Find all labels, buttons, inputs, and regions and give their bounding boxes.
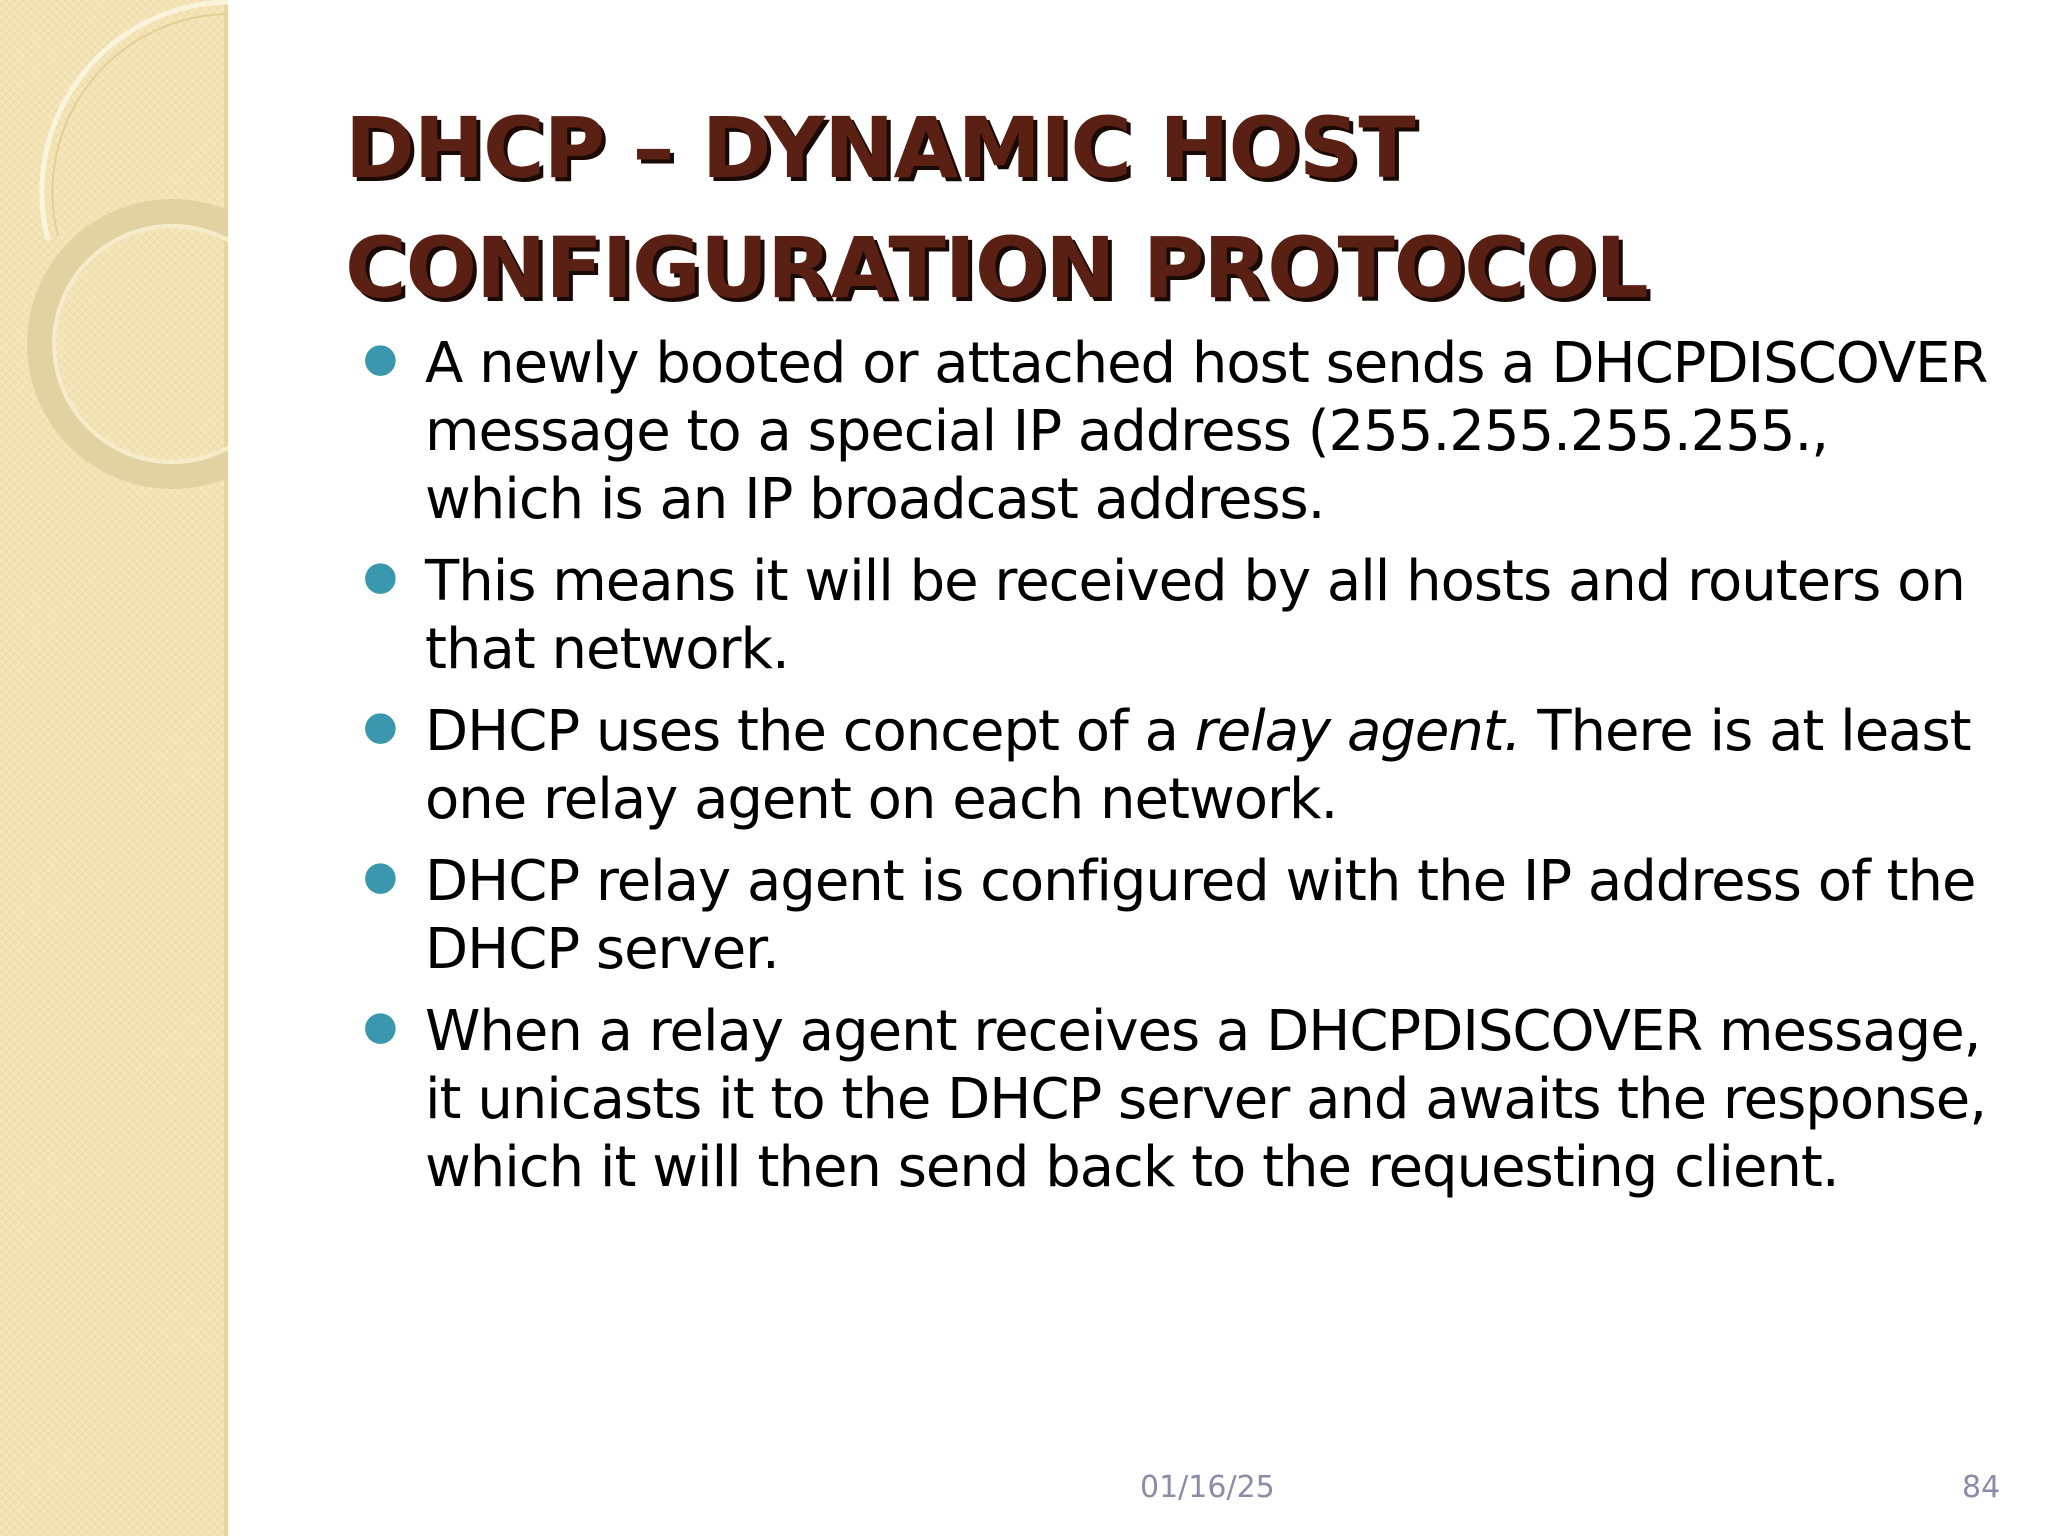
- bullet-dot-icon: ●: [363, 335, 397, 381]
- bullet-dot-icon: ●: [363, 703, 397, 749]
- small-ring-outer: [40, 212, 228, 476]
- bullet-dot-icon: ●: [363, 853, 397, 899]
- bullet-item-4: [355, 848, 1995, 984]
- bullet-dot-icon: ●: [363, 553, 397, 599]
- bullet-text-2: This means it will be received by all hosts and routers on that network.: [425, 549, 1965, 682]
- bullet-item-5: [355, 998, 1995, 1202]
- bullet-text-3-emphasis: relay agent.: [1194, 699, 1521, 764]
- bullet-item-3: [355, 698, 1995, 834]
- bullet-text-4: DHCP relay agent is configured with the IP address of the DHCP server.: [425, 849, 1976, 982]
- bullet-dot-icon: ●: [363, 1003, 397, 1049]
- title-line-1: DHCP – DYNAMIC HOST: [345, 99, 1415, 197]
- bullet-item-1: [355, 330, 1995, 534]
- slide-title: [345, 88, 1995, 328]
- bullet-text-3-post: There is at least one relay agent on each network.: [425, 699, 1971, 832]
- page-number: 84: [1962, 1470, 2001, 1505]
- ring-decoration: [0, 0, 228, 520]
- title-line-2: CONFIGURATION PROTOCOL: [345, 219, 1648, 317]
- bullet-text-3-pre: DHCP uses the concept of a: [425, 699, 1195, 764]
- bullet-text-1: A newly booted or attached host sends a DHCPDISCOVER message to a special IP address (255.255.255.255., which is an IP broadcast address.: [425, 331, 1988, 532]
- bullet-list: [355, 330, 1995, 1216]
- footer-date: 01/16/25: [1140, 1470, 1275, 1505]
- bullet-text-5: When a relay agent receives a DHCPDISCOVER message, it unicasts it to the DHCP server and awaits the response, which it will then send back to the requesting client.: [425, 999, 1987, 1200]
- bullet-item-2: [355, 548, 1995, 684]
